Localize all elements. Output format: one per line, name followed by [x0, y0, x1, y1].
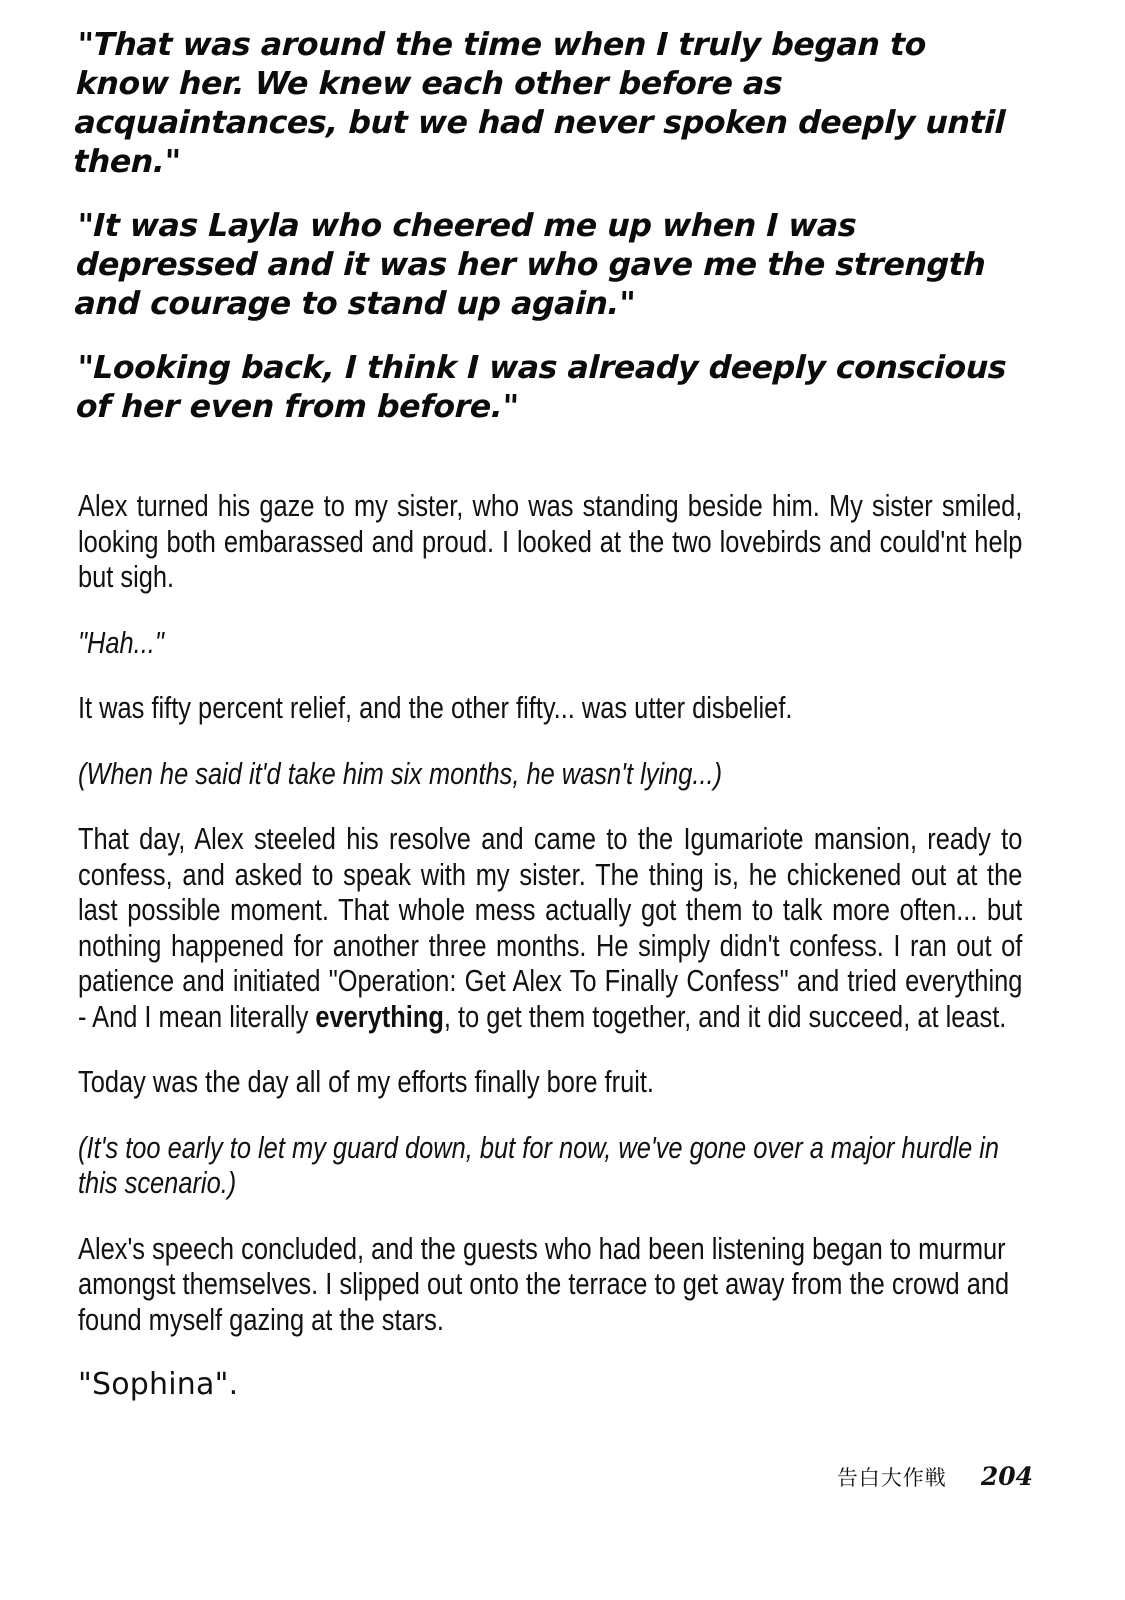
narration-paragraph-confession-story	[78, 821, 1022, 1034]
spacer	[78, 1034, 1022, 1064]
footer-series-title: 告白大作戦	[836, 1466, 947, 1490]
spacer	[78, 726, 1022, 756]
dialogue-line-2: "It was Layla who cheered me up when I was depressed and it was her who gave me the strength and courage to stand up again."	[73, 208, 987, 322]
narration-name-call-sophina: "Sophina".	[78, 1367, 239, 1402]
page-content-column	[72, 26, 1023, 1403]
dialogue-line-3: "Looking back, I think I was already deeply conscious of her even from before."	[75, 350, 1007, 425]
spacer	[78, 1201, 1022, 1231]
spacer	[78, 1100, 1022, 1130]
narration-emphasis-everything: everything	[315, 998, 444, 1034]
narration-inner-thought-guard-down: (It's too early to let my guard down, but for now, we've gone over a major hurdle in this scenario.)	[78, 1129, 1000, 1200]
narration-paragraph-terrace: Alex's speech concluded, and the guests who had been listening began to murmur amongst themselves. I slipped out onto the terrace to get away from the crowd and found myself gazing at the stars.	[78, 1230, 1010, 1337]
page-footer	[0, 1462, 1125, 1492]
narration-text-after-emphasis: , to get them together, and it did succeed, at least.	[443, 998, 1007, 1034]
narration-inner-thought-six-months: (When he said it'd take him six months, he wasn't lying...)	[78, 755, 723, 791]
narration-text-before-emphasis: That day, Alex steeled his resolve and came to the Igumariote mansion, ready to confess, and asked to speak with my sister. The thing is, he chickened out at the last possible moment. That whole mess actually got them to talk more often... but nothing happened for another three months. He simply didn't confess. I ran out of patience and initiated "Operation: Get Alex To Finally Confess" and tried everything - And I mean literally	[78, 821, 1023, 1034]
narration-interjection-hah: "Hah..."	[78, 624, 164, 660]
spacer	[78, 791, 1022, 821]
narration-paragraph-1: Alex turned his gaze to my sister, who was standing beside him. My sister smiled, looking both embarassed and proud. I looked at the two lovebirds and could'nt help but sigh.	[78, 488, 1023, 594]
spacer	[78, 452, 1022, 488]
narration-paragraph-relief: It was fifty percent relief, and the other fifty... was utter disbelief.	[78, 690, 793, 725]
spacer	[78, 595, 1022, 625]
dialogue-line-1: "That was around the time when I truly began to know her. We knew each other before as acquaintances, but we had never spoken deeply until then."	[72, 27, 1006, 180]
narration-paragraph-today: Today was the day all of my efforts finally bore fruit.	[78, 1064, 654, 1099]
spacer	[78, 660, 1022, 690]
footer-page-number: 204	[980, 1462, 1033, 1491]
spacer	[78, 1337, 1022, 1367]
